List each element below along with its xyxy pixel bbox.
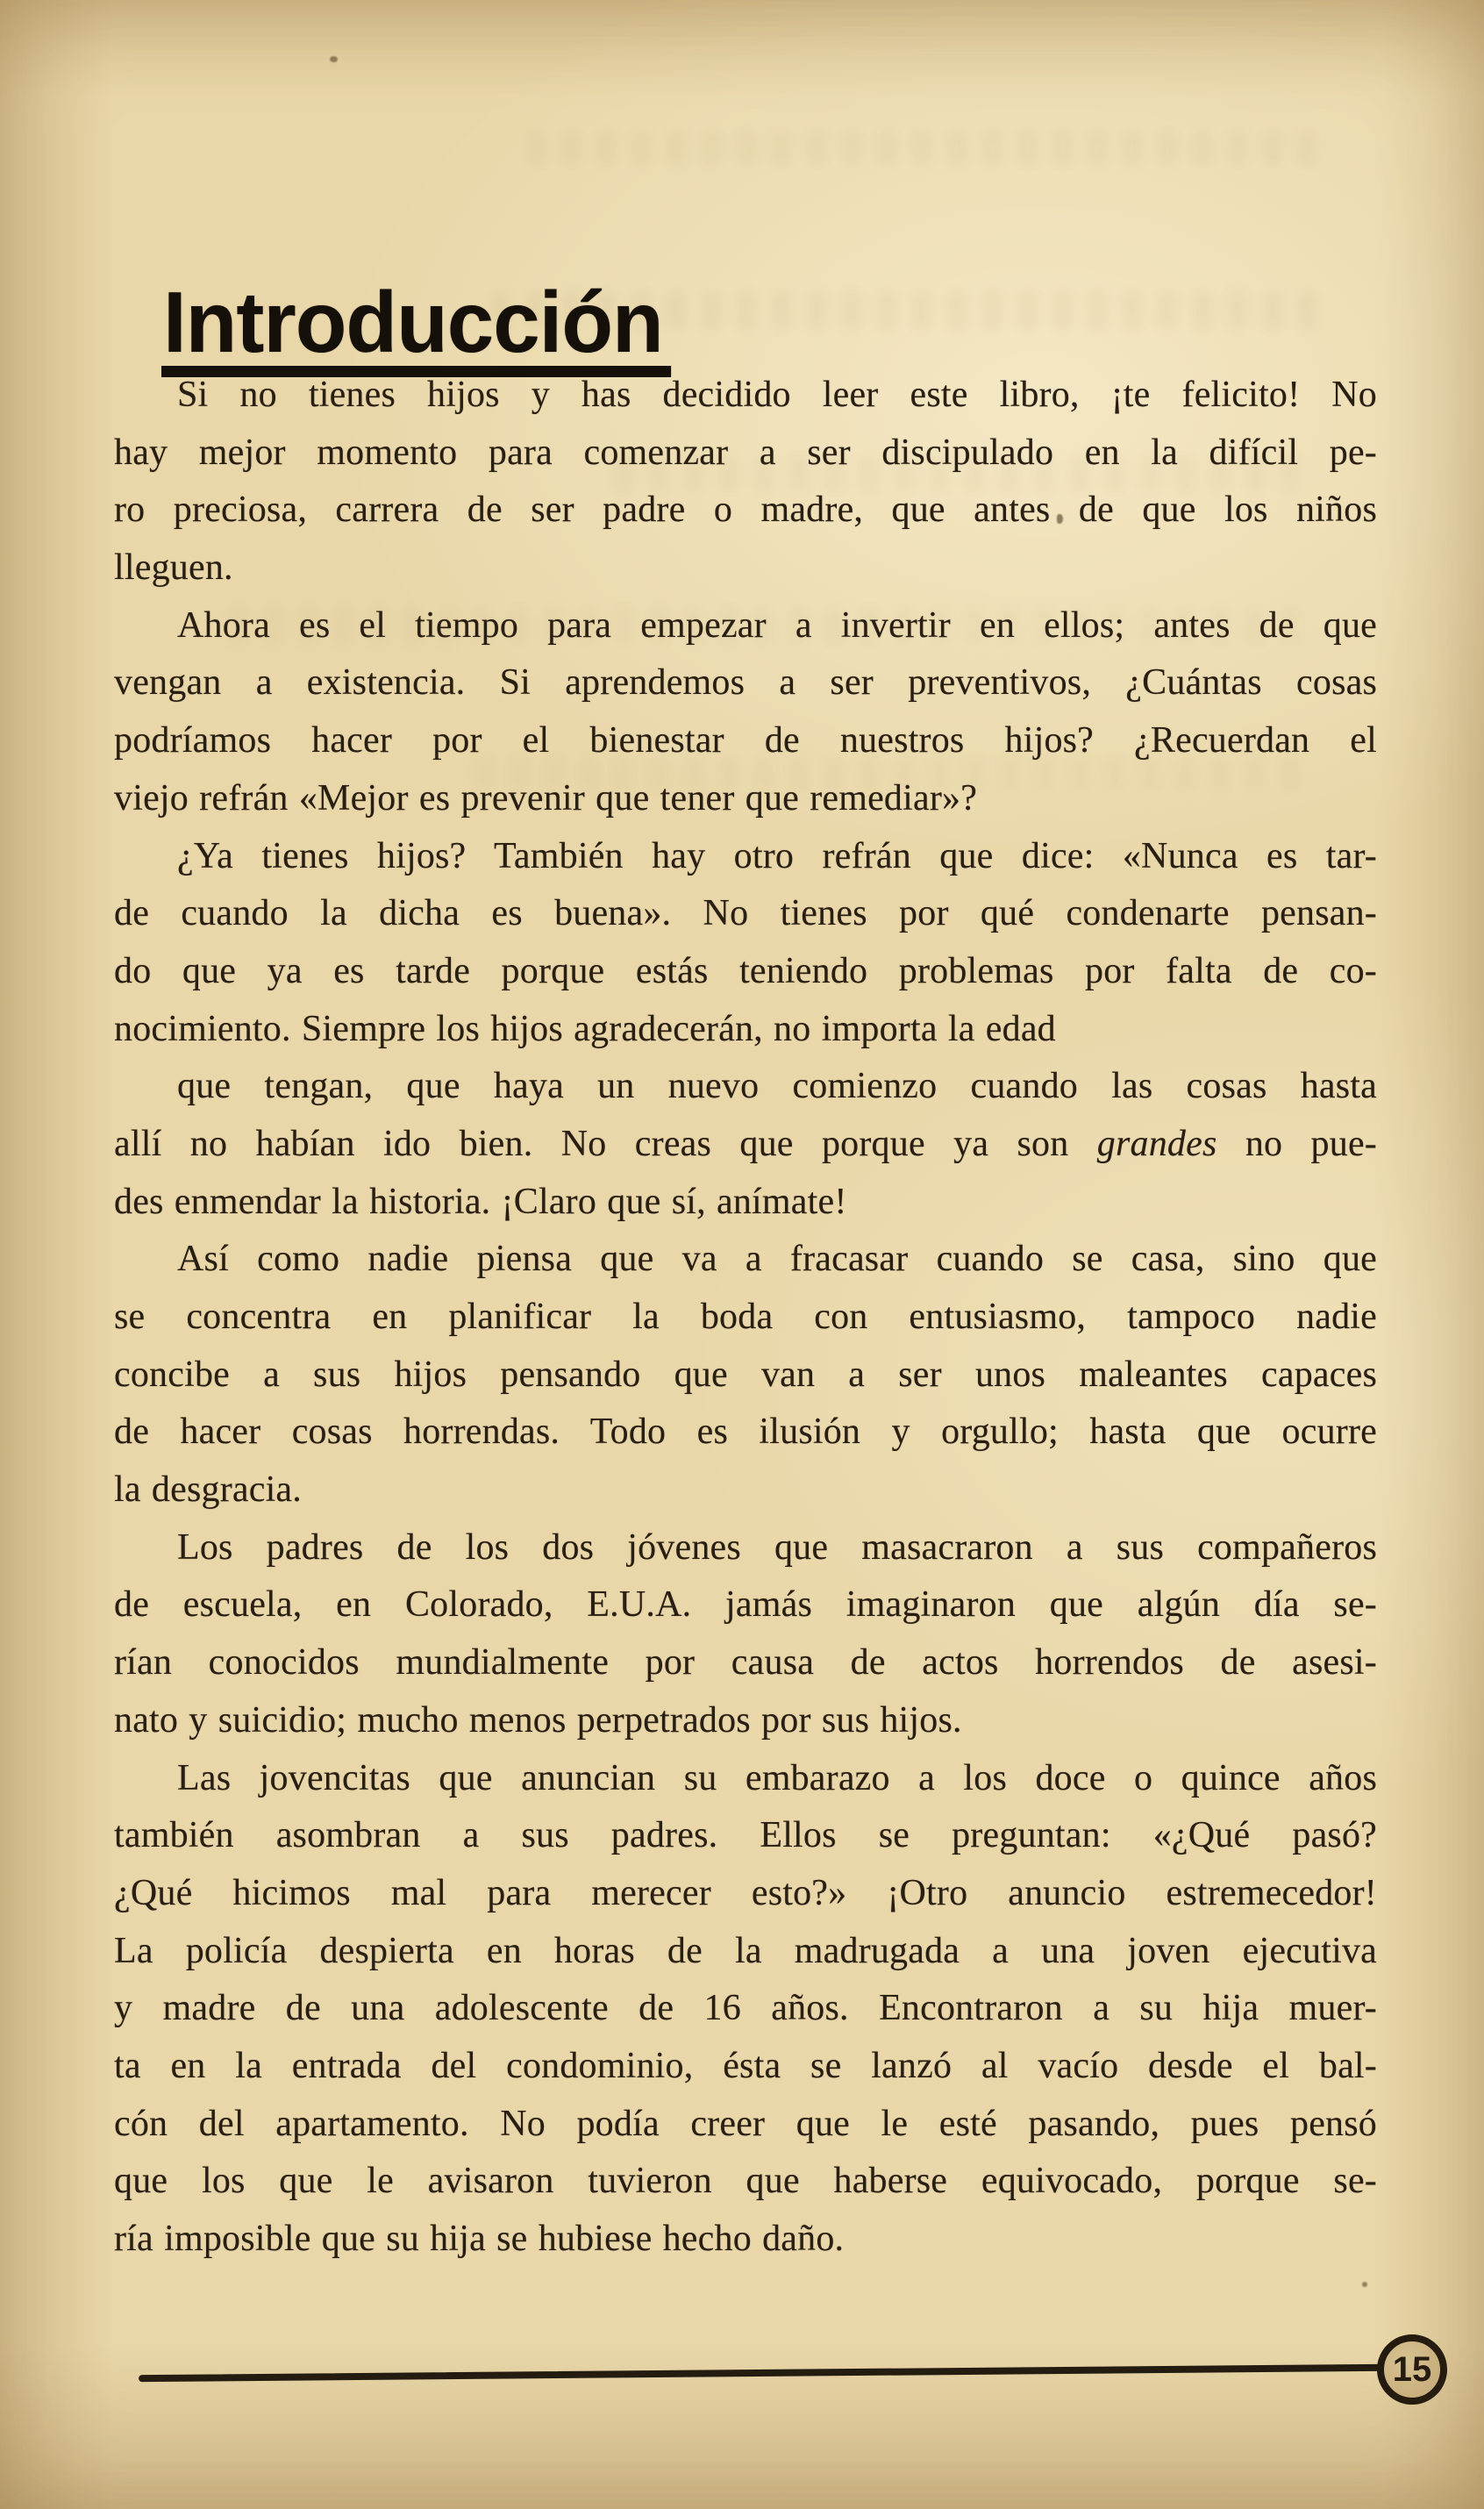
text-segment: ría imposible que su hija se hubiese hecho daño. [114,2219,845,2259]
text-segment: hay mejor momento para comenzar a ser discipulado en la difícil pe- [114,432,1377,473]
text-segment: y madre de una adolescente de 16 años. Encontraron a su hija muer- [114,1988,1377,2029]
text-line [114,1347,1377,1405]
text-segment: vengan a existencia. Si aprendemos a ser preventivos, ¿Cuántas cosas [114,662,1377,704]
footer-rule [139,2364,1381,2382]
page-title: Introducción [161,279,672,377]
text-line [114,1289,1377,1347]
text-line [114,1692,1377,1750]
text-segment: que tengan, que haya un nuevo comienzo cuando las cosas hasta [177,1066,1377,1107]
text-segment: que los que le avisaron tuvieron que haberse equivocado, porque se- [114,2161,1377,2202]
text-line [114,1576,1377,1634]
text-segment: ¿Ya tienes hijos? También hay otro refrán que dice: «Nunca es tar- [177,835,1377,876]
text-segment: La policía despierta en horas de la madrugada a una joven ejecutiva [114,1930,1377,1971]
text-segment: Si no tienes hijos y has decidido leer este libro, ¡te felicito! No [177,375,1377,415]
text-segment: ¿Qué hicimos mal para merecer esto?» ¡Otro anuncio estremecedor! [114,1872,1377,1913]
text-segment: Así como nadie piensa que va a fracasar cuando se casa, sino que [177,1239,1377,1280]
text-line [114,885,1377,943]
text-segment: Ahora es el tiempo para empezar a invertir en ellos; antes de que [177,604,1377,646]
text-line [114,828,1377,886]
text-line [114,540,1377,597]
text-segment: no pue- [1216,1123,1377,1164]
text-segment: viejo refrán «Mejor es prevenir que tener que remediar»? [114,777,978,818]
text-line [114,1058,1377,1116]
text-line [114,712,1377,770]
text-line [114,2096,1377,2154]
text-line [114,2153,1377,2211]
text-segment: de escuela, en Colorado, E.U.A. jamás imaginaron que algún día se- [114,1584,1377,1626]
text-line [114,1519,1377,1577]
text-segment: también asombran a sus padres. Ellos se preguntan: «¿Qué pasó? [114,1815,1377,1856]
text-segment: ta en la entrada del condominio, ésta se lanzó al vacío desde el bal- [114,2045,1377,2086]
text-line [114,1231,1377,1289]
text-line [114,425,1377,482]
text-segment: se concentra en planificar la boda con entusiasmo, tampoco nadie [114,1297,1377,1337]
text-segment: des enmendar la historia. ¡Claro que sí, anímate! [114,1181,847,1222]
text-segment: ro preciosa, carrera de ser padre o madre, que antes de que los niños [114,490,1377,531]
text-line [114,482,1377,540]
text-segment: de cuando la dicha es buena». No tienes por qué condenarte pensan- [114,893,1377,934]
paper-speck [330,56,338,62]
text-line [114,1923,1377,1981]
text-line [114,1980,1377,2038]
text-line [114,1404,1377,1462]
text-segment: de hacer cosas horrendas. Todo es ilusión y orgullo; hasta que ocurre [114,1412,1377,1453]
page-number-badge [1377,2334,1447,2405]
text-line [114,1634,1377,1692]
text-line [114,2038,1377,2096]
text-segment: podríamos hacer por el bienestar de nuestros hijos? ¿Recuerdan el [114,720,1377,761]
paper-speck [1362,2282,1367,2287]
text-line [114,943,1377,1001]
text-segment: rían conocidos mundialmente por causa de actos horrendos de asesi- [114,1642,1377,1683]
text-line [114,1174,1377,1232]
text-line [114,1865,1377,1923]
text-line [114,1750,1377,1808]
text-segment: nocimiento. Siempre los hijos agradecerán, no importa la edad [114,1008,1056,1049]
text-segment: lleguen. [114,547,233,589]
text-segment: do que ya es tarde porque estás teniendo problemas por falta de co- [114,950,1377,991]
bleedthrough-smudge [526,132,1316,165]
text-line [114,654,1377,712]
page-number: 15 [1392,2349,1432,2389]
text-line [114,597,1377,655]
text-line [114,2211,1377,2269]
text-segment: cón del apartamento. No podía creer que le esté pasando, pues pensó [114,2103,1377,2144]
text-line [114,1001,1377,1059]
text-segment: Las jovencitas que anuncian su embarazo a los doce o quince años [177,1757,1377,1798]
text-line [114,1807,1377,1865]
text-line [114,1462,1377,1519]
text-segment: Los padres de los dos jóvenes que masacraron a sus compañeros [177,1526,1377,1568]
body-text [114,367,1377,2269]
text-segment: nato y suicidio; mucho menos perpetrados por sus hijos. [114,1699,962,1741]
text-segment: concibe a sus hijos pensando que van a ser unos maleantes capaces [114,1354,1377,1395]
text-line [114,1116,1377,1174]
italic-text: grandes [1096,1123,1217,1164]
text-segment: allí no habían ido bien. No creas que porque ya son [114,1123,1097,1164]
text-segment: la desgracia. [114,1469,302,1511]
text-line [114,770,1377,828]
text-line [114,367,1377,425]
